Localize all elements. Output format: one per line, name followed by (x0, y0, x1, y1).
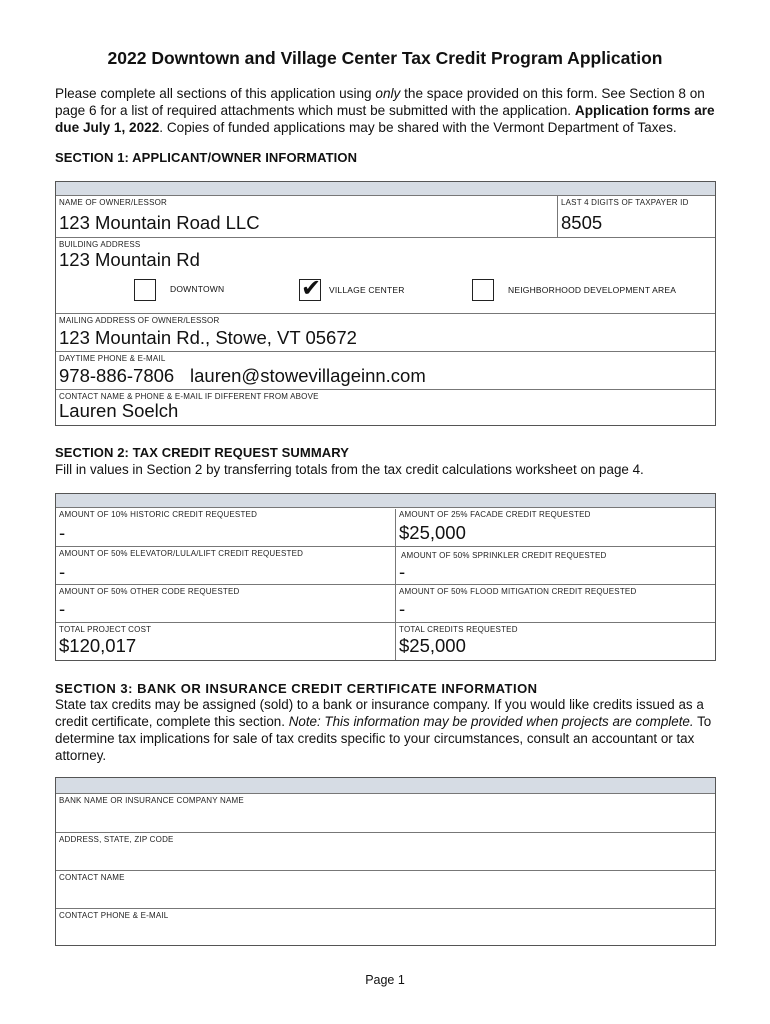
section1-heading: SECTION 1: APPLICANT/OWNER INFORMATION (55, 150, 358, 165)
total-credits-field[interactable]: $25,000 (399, 635, 466, 656)
intro-paragraph (55, 85, 725, 136)
intro-text-3: . Copies of funded applications may be shared with the Vermont Department of Taxes. (159, 120, 677, 135)
bank-contact-label: CONTACT NAME (59, 873, 125, 882)
bank-address-row[interactable] (56, 832, 715, 870)
elevator-label: AMOUNT OF 50% ELEVATOR/LULA/LIFT CREDIT REQUESTED (59, 549, 304, 558)
section3-table (55, 777, 716, 946)
table-header-bar (56, 494, 715, 508)
section3-heading: SECTION 3: BANK OR INSURANCE CREDIT CERTIFICATE INFORMATION (55, 681, 538, 696)
other-code-label: AMOUNT OF 50% OTHER CODE REQUESTED (59, 587, 240, 596)
intro-due-date: Application forms are due July 1, 2022 (55, 103, 715, 135)
page-title: 2022 Downtown and Village Center Tax Credit Program Application (107, 48, 663, 68)
total-cost-label: TOTAL PROJECT COST (59, 625, 152, 634)
historic-field[interactable]: - (59, 522, 66, 543)
bank-row[interactable] (56, 794, 715, 832)
neighborhood-checkbox[interactable] (472, 279, 494, 301)
facade-label: AMOUNT OF 25% FACADE CREDIT REQUESTED (399, 510, 591, 519)
sprinkler-field[interactable]: - (399, 561, 406, 582)
bank-contact-row[interactable] (56, 870, 715, 908)
historic-label: AMOUNT OF 10% HISTORIC CREDIT REQUESTED (59, 510, 258, 519)
elevator-field[interactable]: - (59, 561, 66, 582)
address-field[interactable]: 123 Mountain Rd (59, 249, 200, 270)
total-credits-label: TOTAL CREDITS REQUESTED (399, 625, 518, 634)
bank-phone-label: CONTACT PHONE & E-MAIL (59, 911, 169, 920)
owner-field[interactable]: 123 Mountain Road LLC (59, 212, 260, 233)
section1-table (55, 181, 716, 426)
other-code-field[interactable]: - (59, 598, 66, 619)
phone-label: DAYTIME PHONE & E-MAIL (59, 354, 166, 363)
flood-field[interactable]: - (399, 598, 406, 619)
contact-field[interactable]: Lauren Soelch (59, 400, 179, 421)
flood-label: AMOUNT OF 50% FLOOD MITIGATION CREDIT REQUESTED (399, 587, 637, 596)
intro-text-1: Please complete all sections of this application using (55, 86, 376, 101)
designation-row (56, 274, 715, 313)
sprinkler-label: AMOUNT OF 50% SPRINKLER CREDIT REQUESTED (401, 551, 607, 560)
section3-subtext (55, 696, 725, 764)
village-center-label: VILLAGE CENTER (329, 285, 405, 295)
totals-row (56, 622, 715, 660)
section3-text-2: To determine tax implications for sale of tax credits specific to your circumstances, consult an accountant or tax attorney. (55, 714, 712, 763)
phone-row (56, 351, 715, 389)
intro-emphasis: only (375, 86, 401, 101)
taxid-label: LAST 4 DIGITS OF TAXPAYER ID (561, 198, 689, 207)
credit-row (56, 508, 715, 546)
email-field[interactable]: lauren@stowevillageinn.com (190, 365, 426, 386)
section3-note: Note: This information may be provided when projects are complete. (288, 714, 694, 729)
section2-table (55, 493, 716, 661)
bank-address-label: ADDRESS, STATE, ZIP CODE (59, 835, 174, 844)
neighborhood-label: NEIGHBORHOOD DEVELOPMENT AREA (508, 285, 677, 295)
facade-field[interactable]: $25,000 (399, 522, 466, 543)
credit-row (56, 584, 715, 622)
downtown-checkbox[interactable] (134, 279, 156, 301)
bank-label: BANK NAME OR INSURANCE COMPANY NAME (59, 796, 244, 805)
phone-field[interactable]: 978-886-7806 (59, 365, 175, 386)
section3-text-1: State tax credits may be assigned (sold) to a bank or insurance company. If you would like credits issued as a credit certificate, complete this section. (55, 697, 704, 729)
intro-text-2: the space provided on this form. See Section 8 on page 6 for a list of required attachments which must be submitted with the application. (55, 86, 705, 118)
credit-row (56, 546, 715, 584)
checkmark-icon: ✔ (301, 274, 322, 302)
table-header-bar (56, 182, 715, 196)
column-divider (557, 196, 558, 237)
page-number: Page 1 (365, 973, 405, 987)
mailing-field[interactable]: 123 Mountain Rd., Stowe, VT 05672 (59, 327, 357, 348)
contact-row (56, 389, 715, 425)
village-center-checkbox[interactable] (299, 274, 322, 302)
table-header-bar (56, 778, 715, 794)
downtown-label: DOWNTOWN (170, 284, 225, 294)
section2-heading: SECTION 2: TAX CREDIT REQUEST SUMMARY (55, 445, 350, 460)
total-cost-field[interactable]: $120,017 (59, 635, 137, 656)
taxid-field[interactable]: 8505 (561, 212, 603, 233)
bank-phone-row[interactable] (56, 908, 715, 945)
mailing-row (56, 313, 715, 351)
address-row (56, 237, 715, 274)
address-label: BUILDING ADDRESS (59, 240, 141, 249)
owner-row (56, 196, 715, 237)
owner-label: NAME OF OWNER/LESSOR (59, 198, 168, 207)
mailing-label: MAILING ADDRESS OF OWNER/LESSOR (59, 316, 220, 325)
section2-subtext: Fill in values in Section 2 by transferring totals from the tax credit calculations worksheet on page 4. (55, 462, 644, 477)
contact-label: CONTACT NAME & PHONE & E-MAIL IF DIFFERENT FROM ABOVE (59, 392, 319, 401)
